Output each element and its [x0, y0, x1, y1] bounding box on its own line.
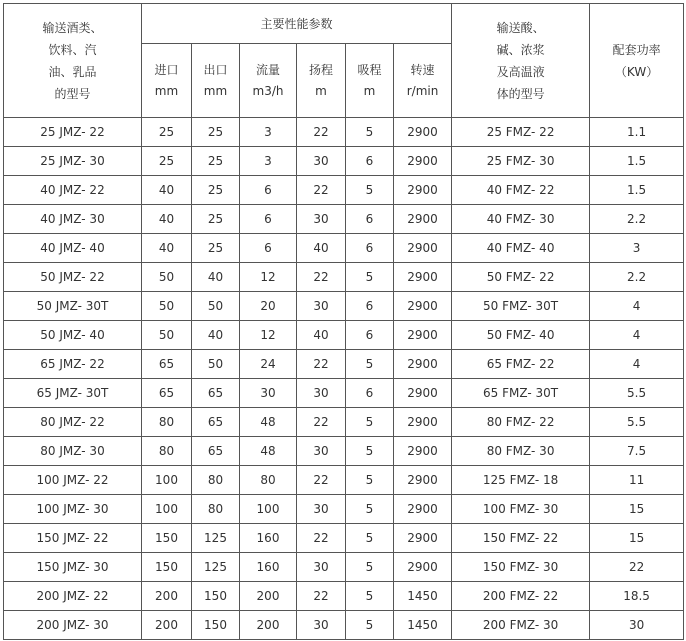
cell-power: 22 [590, 553, 684, 582]
cell-head: 22 [297, 582, 346, 611]
table-row [4, 147, 684, 176]
cell-power: 18.5 [590, 582, 684, 611]
cell-speed: 2900 [394, 495, 452, 524]
header-fmz-line: 体的型号 [496, 86, 545, 101]
cell-fmz-model: 150 FMZ- 22 [452, 524, 590, 553]
cell-flow: 200 [240, 582, 297, 611]
cell-inlet: 40 [142, 234, 192, 263]
cell-outlet: 150 [192, 611, 240, 640]
cell-speed: 2900 [394, 234, 452, 263]
header-suction [346, 44, 394, 118]
cell-suction: 5 [346, 437, 394, 466]
cell-speed: 2900 [394, 379, 452, 408]
cell-flow: 24 [240, 350, 297, 379]
cell-suction: 5 [346, 118, 394, 147]
cell-head: 22 [297, 176, 346, 205]
cell-speed: 2900 [394, 408, 452, 437]
cell-suction: 5 [346, 466, 394, 495]
cell-head: 30 [297, 611, 346, 640]
cell-outlet: 125 [192, 524, 240, 553]
cell-flow: 12 [240, 321, 297, 350]
cell-inlet: 65 [142, 379, 192, 408]
header-suction-unit: m [363, 83, 376, 98]
cell-jmz-model: 65 JMZ- 30T [4, 379, 142, 408]
table-row [4, 118, 684, 147]
header-outlet-unit: mm [203, 83, 228, 98]
cell-fmz-model: 40 FMZ- 22 [452, 176, 590, 205]
header-flow-unit: m3/h [252, 83, 284, 98]
cell-jmz-model: 40 JMZ- 30 [4, 205, 142, 234]
header-speed-unit: r/min [406, 83, 439, 98]
cell-outlet: 50 [192, 350, 240, 379]
cell-suction: 6 [346, 147, 394, 176]
cell-head: 22 [297, 118, 346, 147]
cell-speed: 2900 [394, 466, 452, 495]
cell-inlet: 50 [142, 321, 192, 350]
header-power [590, 4, 684, 118]
cell-speed: 2900 [394, 205, 452, 234]
cell-head: 30 [297, 553, 346, 582]
cell-fmz-model: 200 FMZ- 30 [452, 611, 590, 640]
table-row [4, 582, 684, 611]
cell-fmz-model: 25 FMZ- 22 [452, 118, 590, 147]
cell-fmz-model: 200 FMZ- 22 [452, 582, 590, 611]
cell-jmz-model: 100 JMZ- 30 [4, 495, 142, 524]
cell-fmz-model: 150 FMZ- 30 [452, 553, 590, 582]
cell-power: 5.5 [590, 408, 684, 437]
cell-power: 4 [590, 292, 684, 321]
cell-suction: 5 [346, 582, 394, 611]
cell-outlet: 25 [192, 205, 240, 234]
header-flow [240, 44, 297, 118]
cell-head: 30 [297, 292, 346, 321]
header-head [297, 44, 346, 118]
cell-power: 2.2 [590, 263, 684, 292]
cell-head: 22 [297, 524, 346, 553]
header-fmz-model [452, 4, 590, 118]
cell-flow: 6 [240, 176, 297, 205]
cell-jmz-model: 65 JMZ- 22 [4, 350, 142, 379]
cell-jmz-model: 50 JMZ- 30T [4, 292, 142, 321]
table-row [4, 437, 684, 466]
cell-jmz-model: 40 JMZ- 40 [4, 234, 142, 263]
table-row [4, 350, 684, 379]
cell-fmz-model: 25 FMZ- 30 [452, 147, 590, 176]
cell-outlet: 25 [192, 234, 240, 263]
cell-head: 22 [297, 408, 346, 437]
cell-inlet: 200 [142, 611, 192, 640]
header-jmz-line: 输送酒类、 [42, 20, 103, 35]
cell-jmz-model: 80 JMZ- 30 [4, 437, 142, 466]
cell-suction: 5 [346, 263, 394, 292]
cell-head: 22 [297, 466, 346, 495]
cell-suction: 5 [346, 350, 394, 379]
cell-jmz-model: 100 JMZ- 22 [4, 466, 142, 495]
cell-flow: 48 [240, 408, 297, 437]
cell-speed: 2900 [394, 147, 452, 176]
cell-fmz-model: 80 FMZ- 22 [452, 408, 590, 437]
cell-jmz-model: 40 JMZ- 22 [4, 176, 142, 205]
cell-flow: 80 [240, 466, 297, 495]
cell-flow: 20 [240, 292, 297, 321]
cell-suction: 5 [346, 611, 394, 640]
cell-power: 15 [590, 524, 684, 553]
cell-inlet: 50 [142, 292, 192, 321]
cell-flow: 100 [240, 495, 297, 524]
cell-fmz-model: 40 FMZ- 30 [452, 205, 590, 234]
cell-jmz-model: 150 JMZ- 30 [4, 553, 142, 582]
cell-flow: 200 [240, 611, 297, 640]
cell-fmz-model: 50 FMZ- 22 [452, 263, 590, 292]
cell-outlet: 150 [192, 582, 240, 611]
cell-flow: 160 [240, 553, 297, 582]
cell-suction: 5 [346, 408, 394, 437]
cell-speed: 2900 [394, 553, 452, 582]
cell-speed: 2900 [394, 524, 452, 553]
header-inlet [142, 44, 192, 118]
cell-jmz-model: 50 JMZ- 22 [4, 263, 142, 292]
cell-inlet: 80 [142, 408, 192, 437]
cell-head: 30 [297, 147, 346, 176]
cell-fmz-model: 80 FMZ- 30 [452, 437, 590, 466]
table-row [4, 466, 684, 495]
table-row [4, 176, 684, 205]
cell-suction: 6 [346, 379, 394, 408]
header-outlet [192, 44, 240, 118]
table-row [4, 321, 684, 350]
cell-flow: 3 [240, 118, 297, 147]
cell-power: 4 [590, 350, 684, 379]
cell-inlet: 65 [142, 350, 192, 379]
cell-outlet: 65 [192, 437, 240, 466]
header-flow-label: 流量 [255, 62, 280, 77]
cell-jmz-model: 200 JMZ- 30 [4, 611, 142, 640]
cell-suction: 5 [346, 176, 394, 205]
header-power-label: 配套功率 [612, 42, 661, 57]
header-jmz-line: 的型号 [54, 86, 91, 101]
cell-inlet: 25 [142, 147, 192, 176]
cell-speed: 2900 [394, 292, 452, 321]
header-power-unit: （KW） [614, 64, 659, 79]
cell-suction: 6 [346, 205, 394, 234]
cell-inlet: 40 [142, 176, 192, 205]
cell-inlet: 40 [142, 205, 192, 234]
cell-outlet: 125 [192, 553, 240, 582]
table-row [4, 611, 684, 640]
cell-inlet: 25 [142, 118, 192, 147]
cell-jmz-model: 150 JMZ- 22 [4, 524, 142, 553]
cell-fmz-model: 65 FMZ- 30T [452, 379, 590, 408]
header-speed-label: 转速 [410, 62, 435, 77]
cell-suction: 5 [346, 495, 394, 524]
cell-outlet: 25 [192, 176, 240, 205]
cell-power: 5.5 [590, 379, 684, 408]
cell-speed: 1450 [394, 611, 452, 640]
cell-fmz-model: 65 FMZ- 22 [452, 350, 590, 379]
cell-flow: 48 [240, 437, 297, 466]
cell-head: 30 [297, 437, 346, 466]
table-row [4, 379, 684, 408]
cell-outlet: 25 [192, 147, 240, 176]
cell-head: 30 [297, 495, 346, 524]
cell-head: 22 [297, 350, 346, 379]
cell-outlet: 50 [192, 292, 240, 321]
cell-power: 1.5 [590, 147, 684, 176]
cell-jmz-model: 25 JMZ- 22 [4, 118, 142, 147]
header-jmz-model [4, 4, 142, 118]
cell-power: 1.1 [590, 118, 684, 147]
header-inlet-label: 进口 [154, 62, 179, 77]
cell-fmz-model: 100 FMZ- 30 [452, 495, 590, 524]
cell-speed: 2900 [394, 350, 452, 379]
cell-suction: 6 [346, 234, 394, 263]
cell-head: 30 [297, 205, 346, 234]
cell-speed: 2900 [394, 176, 452, 205]
cell-jmz-model: 200 JMZ- 22 [4, 582, 142, 611]
header-jmz-line: 油、乳品 [48, 64, 97, 79]
header-head-unit: m [315, 83, 327, 98]
cell-outlet: 40 [192, 263, 240, 292]
cell-inlet: 100 [142, 466, 192, 495]
cell-inlet: 200 [142, 582, 192, 611]
cell-head: 22 [297, 263, 346, 292]
cell-flow: 12 [240, 263, 297, 292]
cell-power: 3 [590, 234, 684, 263]
cell-flow: 6 [240, 205, 297, 234]
header-fmz-line: 碱、浓浆 [496, 42, 545, 57]
cell-power: 1.5 [590, 176, 684, 205]
cell-jmz-model: 25 JMZ- 30 [4, 147, 142, 176]
cell-inlet: 50 [142, 263, 192, 292]
header-jmz-line: 饮料、汽 [48, 42, 97, 57]
header-fmz-line: 输送酸、 [496, 20, 545, 35]
cell-speed: 2900 [394, 321, 452, 350]
cell-head: 40 [297, 234, 346, 263]
table-row [4, 495, 684, 524]
cell-suction: 5 [346, 524, 394, 553]
header-fmz-line: 及高温液 [496, 64, 545, 79]
cell-fmz-model: 50 FMZ- 30T [452, 292, 590, 321]
cell-power: 30 [590, 611, 684, 640]
header-outlet-label: 出口 [203, 62, 228, 77]
header-main-params: 主要性能参数 [142, 4, 452, 44]
cell-flow: 30 [240, 379, 297, 408]
table-row [4, 292, 684, 321]
cell-jmz-model: 50 JMZ- 40 [4, 321, 142, 350]
cell-inlet: 80 [142, 437, 192, 466]
cell-outlet: 40 [192, 321, 240, 350]
cell-head: 40 [297, 321, 346, 350]
cell-power: 4 [590, 321, 684, 350]
cell-power: 7.5 [590, 437, 684, 466]
cell-speed: 2900 [394, 263, 452, 292]
cell-head: 30 [297, 379, 346, 408]
table-row [4, 205, 684, 234]
cell-suction: 6 [346, 321, 394, 350]
cell-flow: 3 [240, 147, 297, 176]
cell-outlet: 80 [192, 466, 240, 495]
cell-inlet: 100 [142, 495, 192, 524]
table-row [4, 524, 684, 553]
cell-fmz-model: 50 FMZ- 40 [452, 321, 590, 350]
cell-outlet: 25 [192, 118, 240, 147]
table-row [4, 553, 684, 582]
cell-flow: 160 [240, 524, 297, 553]
cell-fmz-model: 125 FMZ- 18 [452, 466, 590, 495]
cell-suction: 5 [346, 553, 394, 582]
header-row-1 [4, 4, 684, 44]
cell-speed: 1450 [394, 582, 452, 611]
cell-power: 15 [590, 495, 684, 524]
header-inlet-unit: mm [154, 83, 179, 98]
cell-power: 2.2 [590, 205, 684, 234]
cell-jmz-model: 80 JMZ- 22 [4, 408, 142, 437]
cell-inlet: 150 [142, 553, 192, 582]
table-row [4, 263, 684, 292]
table-row [4, 234, 684, 263]
cell-outlet: 80 [192, 495, 240, 524]
table-row [4, 408, 684, 437]
cell-suction: 6 [346, 292, 394, 321]
header-head-label: 扬程 [308, 62, 333, 77]
cell-speed: 2900 [394, 437, 452, 466]
cell-fmz-model: 40 FMZ- 40 [452, 234, 590, 263]
pump-spec-table [3, 3, 684, 640]
cell-power: 11 [590, 466, 684, 495]
cell-inlet: 150 [142, 524, 192, 553]
cell-flow: 6 [240, 234, 297, 263]
header-suction-label: 吸程 [357, 62, 382, 77]
cell-outlet: 65 [192, 379, 240, 408]
header-speed [394, 44, 452, 118]
cell-outlet: 65 [192, 408, 240, 437]
cell-speed: 2900 [394, 118, 452, 147]
